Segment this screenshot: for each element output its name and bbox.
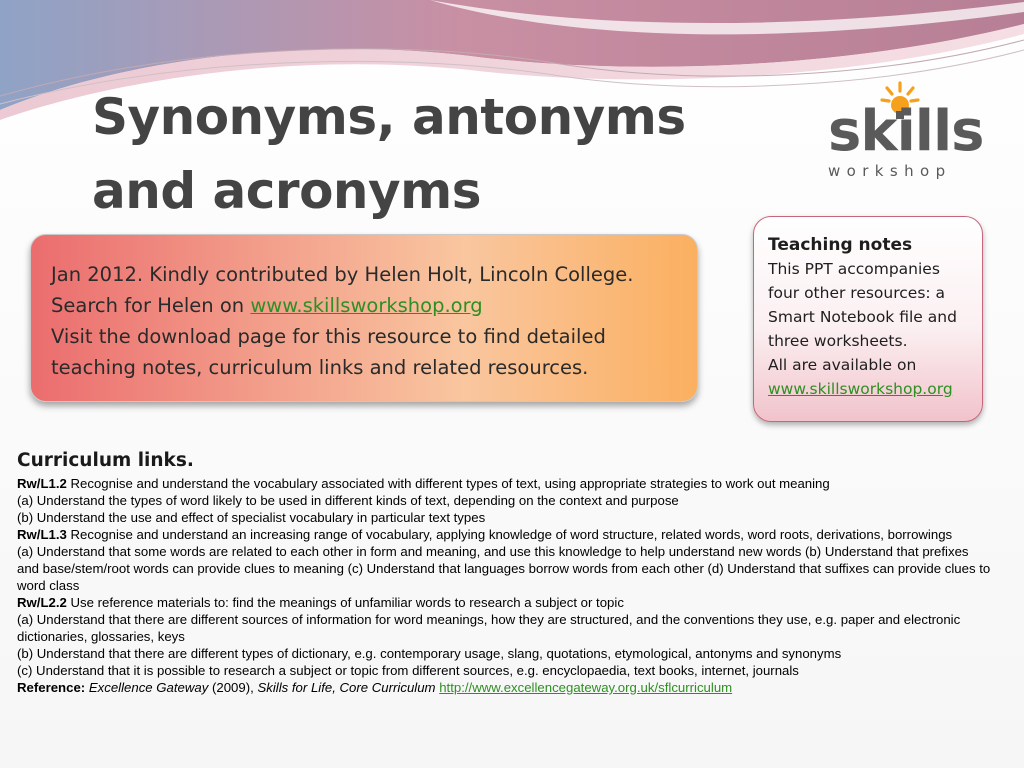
credit-line-4: teaching notes, curriculum links and related resources. — [51, 356, 589, 379]
credit-line-1: Jan 2012. Kindly contributed by Helen Holt, Lincoln College. — [51, 263, 634, 286]
curriculum-item — [17, 526, 992, 543]
teaching-notes-line: Smart Notebook file and — [768, 308, 957, 326]
reference-source: Excellence Gateway — [88, 680, 209, 695]
curriculum-text: Recognise and understand an increasing range of vocabulary, applying knowledge of word structure, related words, word roots, derivations, borrowings — [66, 527, 953, 542]
teaching-notes-box — [753, 216, 983, 422]
curriculum-item — [17, 509, 992, 526]
teaching-notes-line: All are available on — [768, 356, 917, 374]
curriculum-links — [17, 449, 992, 696]
teaching-notes-line: This PPT accompanies — [768, 260, 940, 278]
curriculum-text: (b) Understand the use and effect of specialist vocabulary in particular text types — [17, 510, 486, 525]
skillsworkshop-link[interactable]: www.skillsworkshop.org — [250, 294, 483, 317]
curriculum-item — [17, 475, 992, 492]
curriculum-code: Rw/L2.2 — [17, 595, 67, 610]
curriculum-text: (a) Understand that there are different sources of information for word meanings, how they are structured, and the conventions they use, e.g. paper and electronic dictionaries, glossaries, keys — [17, 612, 961, 644]
curriculum-item — [17, 594, 992, 611]
curriculum-code: Rw/L1.2 — [17, 476, 67, 491]
title-line-1: Synonyms, antonyms — [92, 88, 686, 146]
curriculum-text: (c) Understand that it is possible to research a subject or topic from different sources, e.g. encyclopaedia, text books, internet, journals — [17, 663, 799, 678]
curriculum-text: (b) Understand that there are different types of dictionary, e.g. contemporary usage, slang, quotations, etymological, antonyms and synonyms — [17, 646, 842, 661]
reference-year: (2009), — [208, 680, 258, 695]
curriculum-text: (a) Understand the types of word likely to be used in different kinds of text, depending on the context and purpose — [17, 493, 679, 508]
reference-work: Skills for Life, Core Curriculum — [257, 680, 436, 695]
curriculum-item — [17, 645, 992, 662]
credit-line-3: Visit the download page for this resource to find detailed — [51, 325, 606, 348]
teaching-notes-link[interactable]: www.skillsworkshop.org — [768, 380, 953, 398]
credit-box — [30, 234, 698, 402]
slide-title — [92, 80, 712, 228]
curriculum-item — [17, 662, 992, 679]
curriculum-text: Recognise and understand the vocabulary associated with different types of text, using appropriate strategies to work out meaning — [66, 476, 830, 491]
reference-line — [17, 679, 992, 696]
teaching-notes-heading: Teaching notes — [768, 235, 913, 255]
reference-label: Reference: — [17, 680, 86, 695]
credit-line-2 — [51, 290, 679, 321]
teaching-notes-line: three worksheets. — [768, 332, 908, 350]
teaching-notes-body — [768, 257, 974, 401]
curriculum-item — [17, 492, 992, 509]
title-line-2: and acronyms — [92, 162, 481, 220]
curriculum-code: Rw/L1.3 — [17, 527, 67, 542]
curriculum-text: (a) Understand that some words are related to each other in form and meaning, and use this knowledge to help understand new words (b) Understand that prefixes and base/stem/root words can provide clues to meaning (c) Understand that languages borrow words from each other (d) Understand that suffixes can provide clues to word class — [17, 544, 991, 593]
excellencegateway-link[interactable]: http://www.excellencegateway.org.uk/sflcurriculum — [439, 680, 733, 695]
curriculum-text: Use reference materials to: find the meanings of unfamiliar words to research a subject or topic — [66, 595, 624, 610]
logo-word: skills — [828, 99, 984, 164]
credit-line-2-text: Search for Helen on — [51, 294, 251, 317]
skills-workshop-logo — [822, 80, 992, 185]
teaching-notes-line: four other resources: a — [768, 284, 946, 302]
curriculum-item — [17, 543, 992, 594]
curriculum-item — [17, 611, 992, 645]
curriculum-heading: Curriculum links. — [17, 450, 194, 471]
logo-subtext: workshop — [828, 162, 952, 180]
